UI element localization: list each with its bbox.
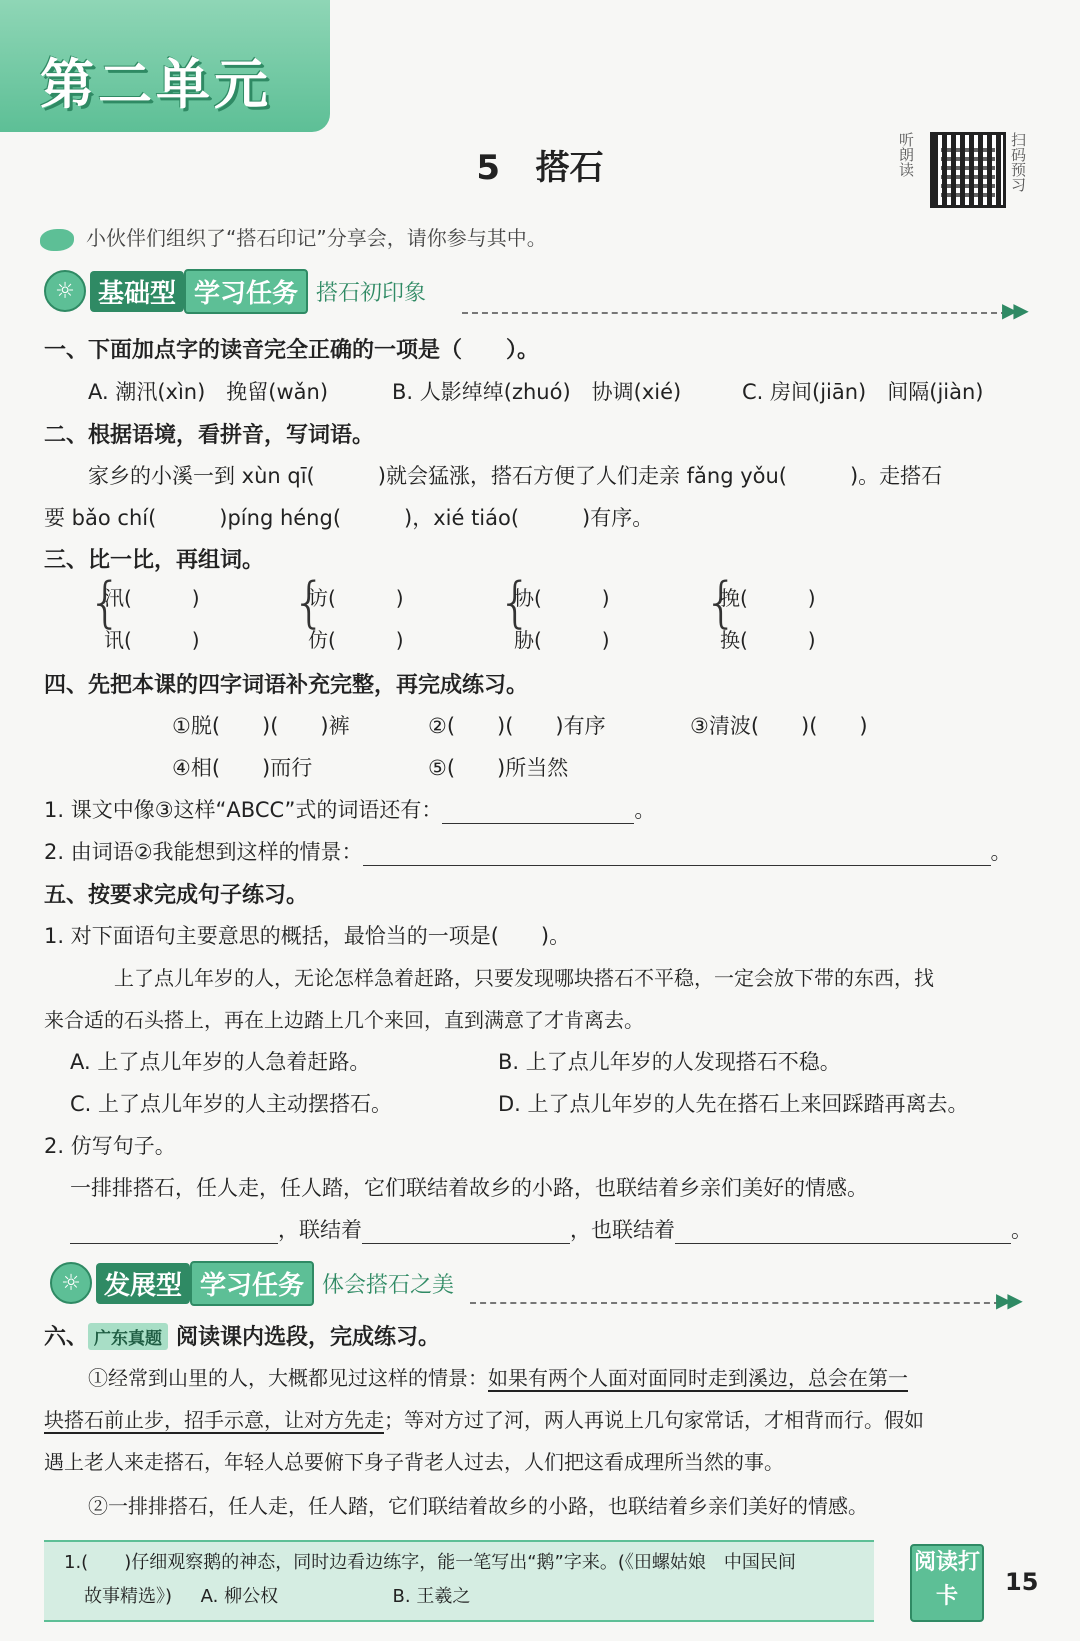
section-subtitle: 体会搭石之美: [322, 1272, 455, 1298]
answer-line[interactable]: [442, 801, 634, 824]
page-number: 15: [1005, 1568, 1039, 1596]
section-task: 学习任务: [184, 269, 308, 314]
q3-word[interactable]: 挽( ): [720, 586, 816, 610]
lightbulb-icon: ☼: [50, 1262, 92, 1304]
q3-word[interactable]: 仿( ): [308, 628, 404, 652]
q4-item[interactable]: ④相( )而行: [172, 756, 313, 780]
brace-icon: {: [498, 571, 533, 634]
period: 。: [990, 840, 1012, 864]
q5-imitation-line: [70, 1214, 1032, 1244]
q5-option-a[interactable]: A. 上了点儿年岁的人急着赶路。: [70, 1050, 371, 1074]
section-level: 基础型: [90, 271, 184, 312]
q4-sub2: [44, 836, 1012, 866]
section-subtitle: 搭石初印象: [316, 280, 427, 306]
q3-stem: 三、比一比，再组词。: [44, 548, 265, 573]
answer-line[interactable]: [675, 1221, 1011, 1244]
fill-text: ，联结着: [278, 1218, 362, 1242]
unit-title: 第二单元: [40, 53, 272, 116]
q5-model-sentence: 一排排搭石，任人走，任人踏，它们联结着故乡的小路，也联结着乡亲们美好的情感。: [70, 1176, 868, 1200]
answer-line[interactable]: [363, 843, 991, 866]
double-arrow-icon: ▶▶: [996, 1288, 1019, 1312]
reading-card-question: 1.( )仔细观察鹅的神态，同时边看边练字，能一笔写出“鹅”字来。(《田螺姑娘 中国民间: [64, 1552, 796, 1573]
q4-sub2-text: 2. 由词语②我能想到这样的情景：: [44, 840, 363, 864]
qr-right-label: 扫码预习: [1009, 132, 1027, 192]
qr-area: [898, 128, 1028, 208]
intro-line: [40, 222, 547, 251]
q6-passage-line3: 遇上老人来走搭石，年轻人总要俯下身子背老人过去，人们把这看成理所当然的事。: [44, 1450, 784, 1474]
q2-line2: 要 bǎo chí( )píng héng( )，xié tiáo( )有序。: [44, 506, 654, 530]
period: 。: [1011, 1218, 1032, 1242]
double-arrow-icon: ▶▶: [1002, 298, 1025, 322]
q4-sub1: [44, 794, 655, 824]
q3-word[interactable]: 讯( ): [104, 628, 200, 652]
reading-checkin-badge: 阅读打卡: [910, 1544, 984, 1622]
reading-card: [44, 1540, 874, 1622]
section-level: 发展型: [96, 1263, 190, 1304]
q3-word[interactable]: 访( ): [308, 586, 404, 610]
q6-stem: [44, 1320, 440, 1351]
lightbulb-icon: ☼: [44, 270, 86, 312]
q5-passage-line1: 上了点儿年岁的人，无论怎样急着赶路，只要发现哪块搭石不平稳，一定会放下带的东西，找: [114, 966, 934, 990]
q3-word[interactable]: 胁( ): [514, 628, 610, 652]
section-task: 学习任务: [190, 1261, 314, 1306]
lesson-name: 搭石: [535, 148, 604, 188]
period: 。: [634, 798, 656, 822]
divider: [470, 1302, 1000, 1304]
speaker-icon: [40, 229, 74, 251]
q6-passage-line4: ②一排排搭石，任人走，任人踏，它们联结着故乡的小路，也联结着乡亲们美好的情感。: [88, 1494, 868, 1518]
passage-text: ；等对方过了河，两人再说上几句家常话，才相背而行。假如: [384, 1408, 924, 1432]
q4-item[interactable]: ①脱( )( )裤: [172, 714, 350, 738]
q3-word[interactable]: 汛( ): [104, 586, 200, 610]
q4-item[interactable]: ②( )( )有序: [428, 714, 606, 738]
reading-card-option-a[interactable]: A. 柳公权: [200, 1586, 279, 1607]
reading-card-line2: [84, 1582, 470, 1608]
q5-sub2: 2. 仿写句子。: [44, 1134, 176, 1158]
q5-option-c[interactable]: C. 上了点儿年岁的人主动摆搭石。: [70, 1092, 393, 1116]
q1-option-b[interactable]: B. 人影绰绰(zhuó) 协调(xié): [392, 380, 682, 404]
q4-item[interactable]: ③清波( )( ): [690, 714, 868, 738]
q5-stem: 五、按要求完成句子练习。: [44, 883, 309, 908]
unit-banner: [0, 0, 330, 132]
reading-card-source: 故事精选》): [84, 1586, 173, 1607]
brace-icon: {: [88, 571, 123, 634]
section-basic-header: [44, 270, 426, 312]
qr-code-icon[interactable]: [930, 132, 1006, 208]
q3-word[interactable]: 协( ): [514, 586, 610, 610]
q1-option-a[interactable]: A. 潮汛(xìn) 挽留(wǎn): [88, 380, 329, 404]
lesson-number: 5: [476, 148, 501, 188]
q6-number: 六、: [44, 1325, 89, 1350]
q3-word[interactable]: 换( ): [720, 628, 816, 652]
q6-passage-line1: [88, 1362, 908, 1391]
q4-stem: 四、先把本课的四字词语补充完整，再完成练习。: [44, 673, 529, 698]
q4-item[interactable]: ⑤( )所当然: [428, 756, 569, 780]
exam-tag: 广东真题: [88, 1323, 168, 1350]
q4-sub1-text: 1. 课文中像③这样“ABCC”式的词语还有：: [44, 798, 443, 822]
q5-passage-line2: 来合适的石头搭上，再在上边踏上几个来回，直到满意了才肯离去。: [44, 1008, 644, 1032]
q2-line1: 家乡的小溪一到 xùn qī( )就会猛涨，搭石方便了人们走亲 fǎng yǒu( )。走搭石: [88, 464, 943, 488]
reading-card-option-b[interactable]: B. 王羲之: [392, 1586, 471, 1607]
q2-stem: 二、根据语境，看拼音，写词语。: [44, 423, 375, 448]
q6-stem-text: 阅读课内选段，完成练习。: [176, 1325, 441, 1350]
answer-line[interactable]: [362, 1221, 570, 1244]
q5-option-d[interactable]: D. 上了点儿年岁的人先在搭石上来回踩踏再离去。: [498, 1092, 969, 1116]
q1-option-c[interactable]: C. 房间(jiān) 间隔(jiàn): [742, 380, 984, 404]
qr-left-label: 听朗读: [897, 132, 915, 177]
underlined-text: 如果有两个人面对面同时走到溪边，总会在第一: [488, 1366, 908, 1390]
q5-sub1: 1. 对下面语句主要意思的概括，最恰当的一项是( )。: [44, 924, 571, 948]
divider: [462, 312, 1007, 314]
q6-passage-line2: [44, 1404, 924, 1433]
q1-stem: 一、下面加点字的读音完全正确的一项是（ ）。: [44, 338, 540, 363]
underlined-text: 块搭石前止步，招手示意，让对方先走: [44, 1408, 384, 1432]
passage-text: ①经常到山里的人，大概都见过这样的情景：: [88, 1366, 488, 1390]
section-dev-header: [50, 1262, 454, 1304]
answer-line[interactable]: [70, 1221, 278, 1244]
brace-icon: {: [704, 571, 739, 634]
fill-text: ，也联结着: [570, 1218, 675, 1242]
brace-icon: {: [292, 571, 327, 634]
intro-text: 小伙伴们组织了“搭石印记”分享会，请你参与其中。: [86, 226, 547, 250]
q5-option-b[interactable]: B. 上了点儿年岁的人发现搭石不稳。: [498, 1050, 841, 1074]
